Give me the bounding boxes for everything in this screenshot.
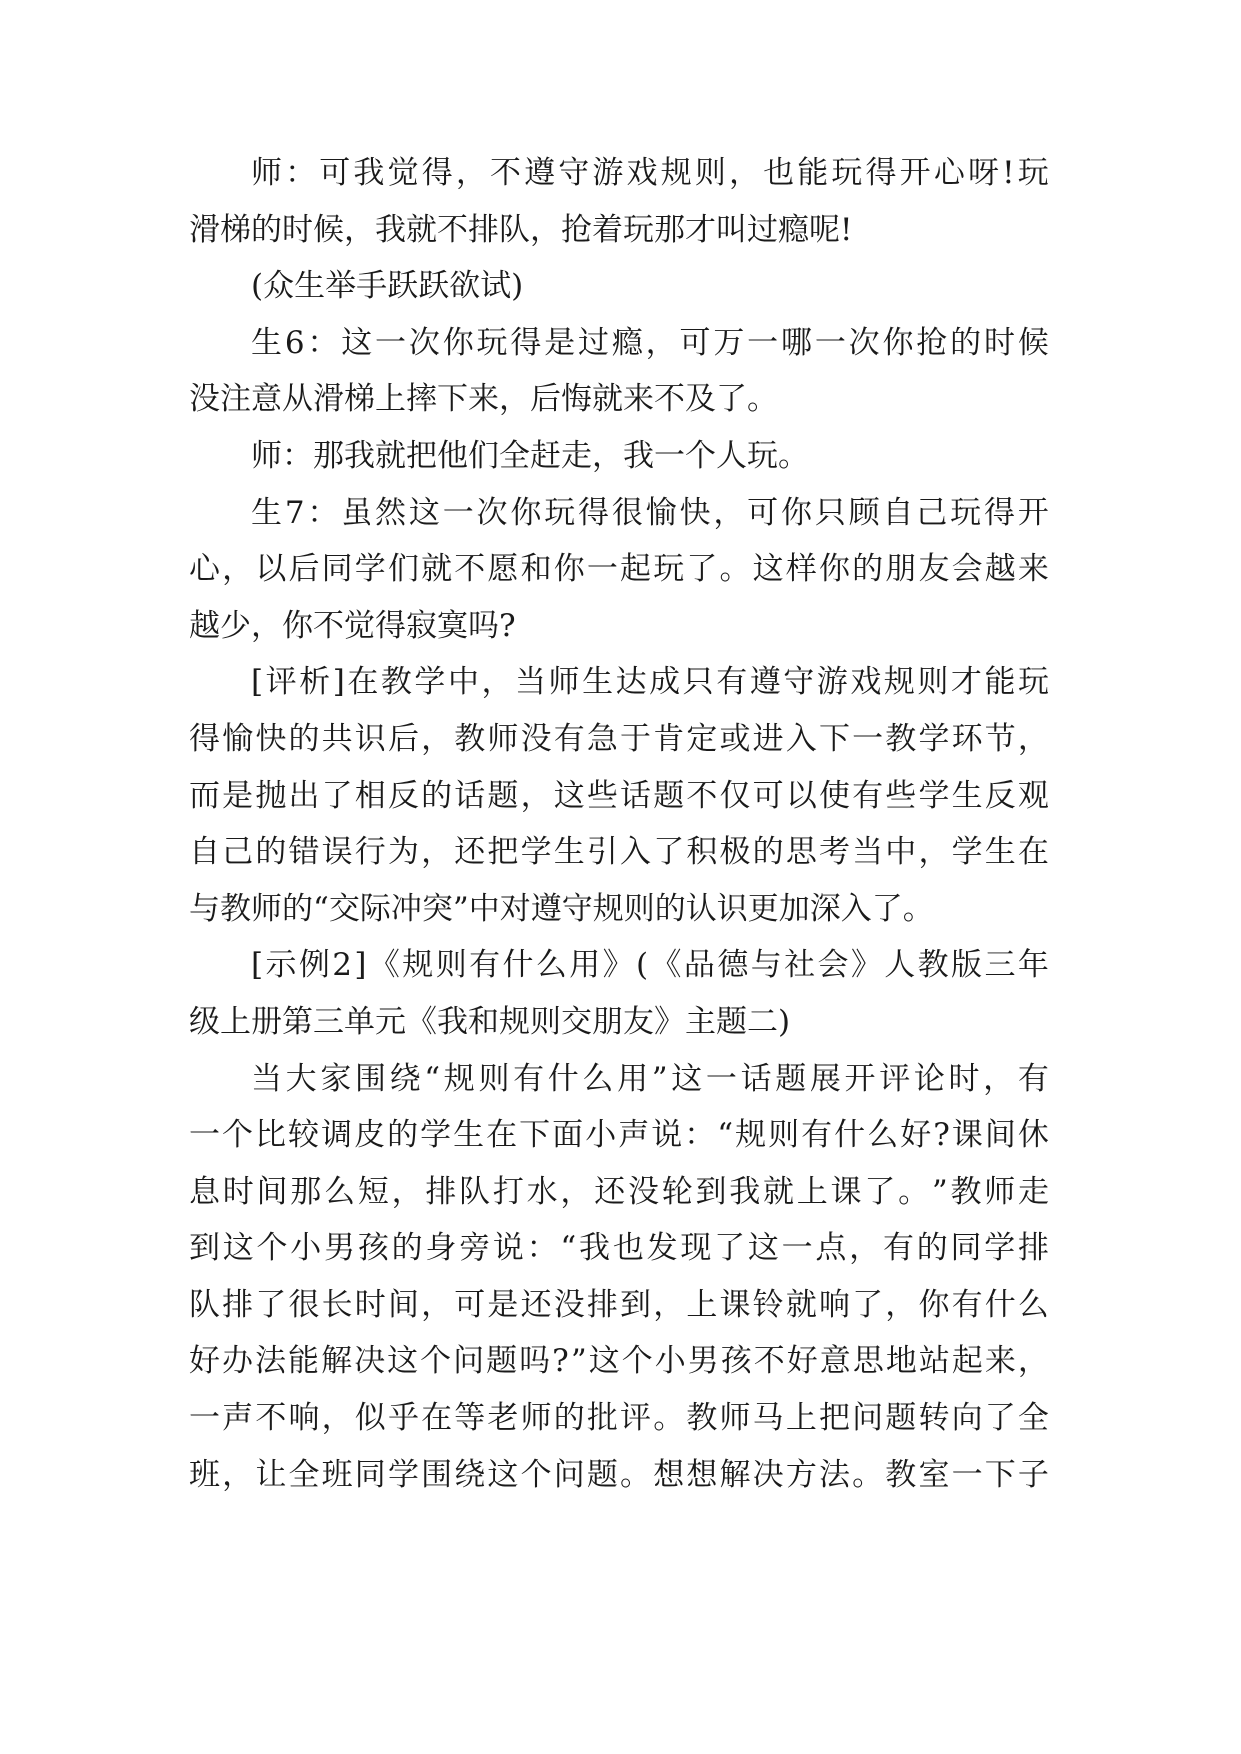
- text-line: 得 愉 快 的 共 识 后 ， 教 师 没 有 急 于 肯 定 或 进 入 下 一 教 学 环 节 ，: [189, 720, 1049, 757]
- text-line: 而 是 抛 出 了 相 反 的 话 题 ， 这 些 话 题 不 仅 可 以 使 有 些 学 生 反 观: [189, 777, 1049, 814]
- text-line: [ 示 例 2 ] 《 规 则 有 什 么 用 》 ( 《 品 德 与 社 会 》 人 教 版 三 年: [251, 947, 1049, 984]
- text-line: 生 6 ： 这 一 次 你 玩 得 是 过 瘾 ， 可 万 一 哪 一 次 你 抢 的 时 候: [251, 324, 1049, 361]
- text-line: 息 时 间 那 么 短 ， 排 队 打 水 ， 还 没 轮 到 我 就 上 课 了 。 ” 教 师 走: [189, 1173, 1049, 1210]
- text-line: 师：那我就把他们全赶走，我一个人玩。: [251, 437, 809, 474]
- text-line: 好 办 法 能 解 决 这 个 问 题 吗 ? ” 这 个 小 男 孩 不 好 意 思 地 站 起 来 ，: [189, 1343, 1049, 1380]
- text-line: 级上册第三单元《我和规则交朋友》主题二): [189, 1003, 791, 1040]
- text-line: 到 这 个 小 男 孩 的 身 旁 说 ： “ 我 也 发 现 了 这 一 点 ， 有 的 同 学 排: [189, 1230, 1049, 1267]
- text-line: (众生举手跃跃欲试): [251, 268, 524, 305]
- text-line: 没注意从滑梯上摔下来，后悔就来不及了。: [189, 381, 778, 418]
- text-line: 一 声 不 响 ， 似 乎 在 等 老 师 的 批 评 。 教 师 马 上 把 问 题 转 向 了 全: [189, 1400, 1049, 1437]
- document-page: [189, 145, 1049, 1503]
- text-line: 一 个 比 较 调 皮 的 学 生 在 下 面 小 声 说 ： “ 规 则 有 什 么 好 ? 课 间 休: [189, 1117, 1049, 1154]
- text-line: 与教师的“交际冲突”中对遵守规则的认识更加深入了。: [189, 890, 934, 927]
- text-line: 滑梯的时候，我就不排队，抢着玩那才叫过瘾呢!: [189, 211, 853, 248]
- text-line: 心 ， 以 后 同 学 们 就 不 愿 和 你 一 起 玩 了 。 这 样 你 的 朋 友 会 越 来: [189, 551, 1049, 588]
- text-line: [ 评 析 ] 在 教 学 中 ， 当 师 生 达 成 只 有 遵 守 游 戏 规 则 才 能 玩: [251, 664, 1049, 701]
- text-line: 自 己 的 错 误 行 为 ， 还 把 学 生 引 入 了 积 极 的 思 考 当 中 ， 学 生 在: [189, 834, 1049, 871]
- text-line: 生 7 ： 虽 然 这 一 次 你 玩 得 很 愉 快 ， 可 你 只 顾 自 己 玩 得 开: [251, 494, 1049, 531]
- text-line: 队 排 了 很 长 时 间 ， 可 是 还 没 排 到 ， 上 课 铃 就 响 了 ， 你 有 什 么: [189, 1286, 1049, 1323]
- text-line: 班 ， 让 全 班 同 学 围 绕 这 个 问 题 。 想 想 解 决 方 法 。 教 室 一 下 子: [189, 1456, 1049, 1493]
- text-line: 师 ： 可 我 觉 得 ， 不 遵 守 游 戏 规 则 ， 也 能 玩 得 开 心 呀 ! 玩: [251, 155, 1049, 191]
- text-line: 越少，你不觉得寂寞吗?: [189, 607, 516, 644]
- text-line: 当 大 家 围 绕 “ 规 则 有 什 么 用 ” 这 一 话 题 展 开 评 论 时 ， 有: [251, 1060, 1049, 1097]
